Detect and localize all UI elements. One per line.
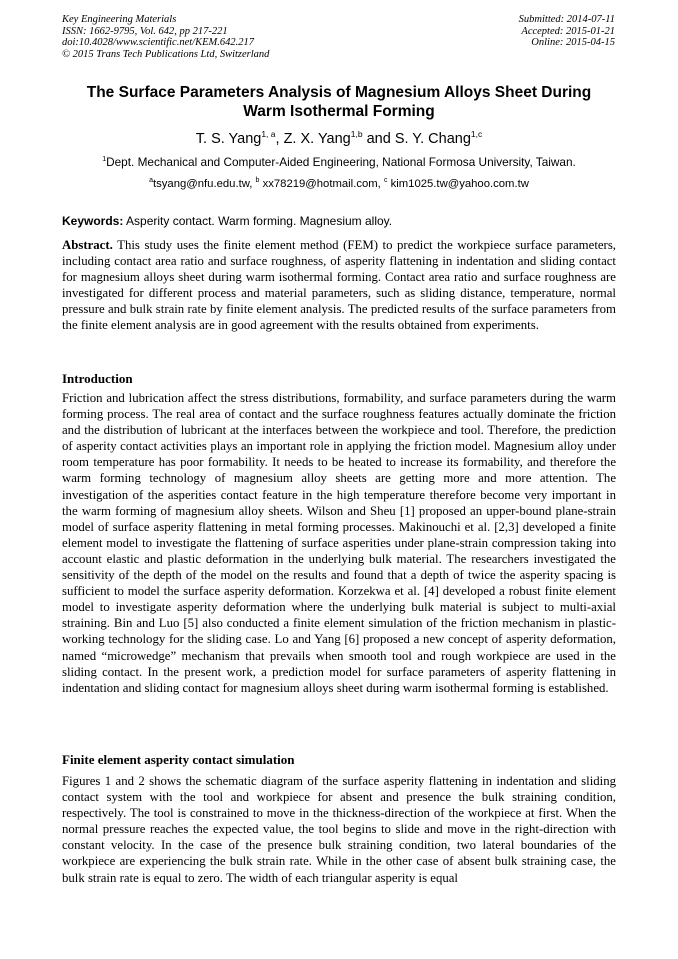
- introduction-paragraph: Friction and lubrication affect the stress distributions, formability, and surface parameters during the warm forming process. The real area of contact and the surface roughness features actually dominate the friction and the distribution of lubricant at the interfaces between the workpiece and tool. Therefore, the prediction of asperity contact activities plays an important role in applying the friction model. Magnesium alloy under room temperature has poor formability. It needs to be heated to increase its formability, and therefore the warm forming technology of magnesium alloy sheets are getting more and more attention. The investigation of the asperities contact feature in the high temperature therefore become very important in the warm forming of magnesium alloy sheets. Wilson and Sheu [1] proposed an upper-bound plane-strain model of surface asperity flattening in metal forming processes. Makinouchi et al. [2,3] developed a finite element model to investigate the flattening of surface asperities under plane-strain compression taking into account elastic and plastic deformation in the underlying bulk material. The researchers investigated the sensitivity of the depth of the model on the results and found that a depth of twice the asperity spacing is sufficient to model the surface asperity deformation. Korzekwa et al. [4] developed a robust finite element model to investigate asperity deformation where the underlying bulk material is subject to multi-axial straining. Bin and Luo [5] also conducted a finite element simulation of the friction mechanism in plastic-working technology for the sliding case. Lo and Yang [6] proposed a new concept of asperity deformation, named “microwedge” mechanism that prevails when smooth tool and rough workpiece are used in the sliding contact. In the present work, a prediction model for surface parameters of asperity flattening in indentation and sliding contact for magnesium alloys sheet during warm isothermal forming is established.: [62, 391, 616, 695]
- email-marker-b: b: [255, 177, 260, 184]
- title-line-1: The Surface Parameters Analysis of Magnesium Alloys Sheet During: [86, 84, 592, 101]
- abstract-label: Abstract.: [62, 238, 113, 252]
- section-heading-introduction: Introduction: [62, 371, 133, 386]
- author-emails: [62, 177, 616, 192]
- affiliation: [62, 155, 616, 170]
- author-3: S. Y. Chang: [394, 131, 471, 147]
- keywords-text: Asperity contact. Warm forming. Magnesium alloy.: [123, 214, 393, 228]
- keywords-label: Keywords:: [62, 214, 124, 228]
- abstract-text: This study uses the finite element method (FEM) to predict the workpiece surface parameters, including contact area ratio and surface roughness, of asperity flattening in indentation and sliding contact for magnesium alloys sheet during warm isothermal forming. Contact area ratio and surface roughness are investigated for different process and material parameters, such as sliding distance, temperature, normal pressure and bulk strain rate by finite element analysis. The predicted results of the surface parameters from the finite element analysis are in good agreement with the results obtained from experiments.: [62, 238, 616, 333]
- author-2-affil: 1,b: [350, 129, 363, 139]
- fe-simulation-paragraph: Figures 1 and 2 shows the schematic diagram of the surface asperity flattening in indentation and sliding contact system with the tool and workpiece for absent and presence the bulk straining condition, respectively. The tool is constrained to move in the thickness-direction of the workpiece at first. When the normal pressure reaches the expected value, the tool begins to slide and move in the right-direction with constant velocity. In the case of the presence bulk straining condition, two lateral boundaries of the workpiece are experiencing the bulk strain rate. While in the other case of absent bulk straining case, the bulk strain rate is equal to zero. The width of each triangular asperity is equal: [62, 774, 616, 885]
- email-b: xx78219@hotmail.com,: [259, 178, 384, 190]
- author-3-affil: 1,c: [470, 129, 483, 139]
- affiliation-marker: 1: [102, 156, 107, 163]
- copyright: © 2015 Trans Tech Publications Ltd, Switzerland: [62, 48, 270, 60]
- author-1-affil: 1, a: [261, 129, 276, 139]
- journal-issn: ISSN: 1662-9795, Vol. 642, pp 217-221: [62, 25, 228, 37]
- affiliation-text: Dept. Mechanical and Computer-Aided Engineering, National Formosa University, Taiwan.: [106, 155, 576, 169]
- author-2: Z. X. Yang: [283, 131, 351, 147]
- email-marker-c: c: [383, 177, 388, 184]
- journal-header-left: [62, 14, 269, 60]
- abstract: [62, 237, 616, 334]
- email-marker-a: a: [149, 177, 153, 184]
- author-1: T. S. Yang: [195, 131, 262, 147]
- author-separator: ,: [275, 131, 284, 147]
- author-separator: and: [362, 131, 395, 147]
- author-list: [62, 130, 616, 148]
- paper-title: [62, 83, 616, 121]
- email-a: tsyang@nfu.edu.tw,: [153, 178, 256, 190]
- title-line-2: Warm Isothermal Forming: [243, 103, 435, 120]
- submitted-date: Submitted: 2014-07-11: [518, 14, 615, 25]
- journal-header-right: [519, 14, 615, 49]
- journal-name: Key Engineering Materials: [62, 14, 177, 25]
- email-c: kim1025.tw@yahoo.com.tw: [387, 178, 529, 190]
- keywords: [62, 213, 616, 229]
- accepted-date: Accepted: 2015-01-21: [521, 25, 615, 37]
- section-heading-fe-simulation: Finite element asperity contact simulation: [62, 752, 295, 767]
- journal-doi: doi:10.4028/www.scientific.net/KEM.642.217: [62, 37, 254, 49]
- online-date: Online: 2015-04-15: [531, 37, 615, 49]
